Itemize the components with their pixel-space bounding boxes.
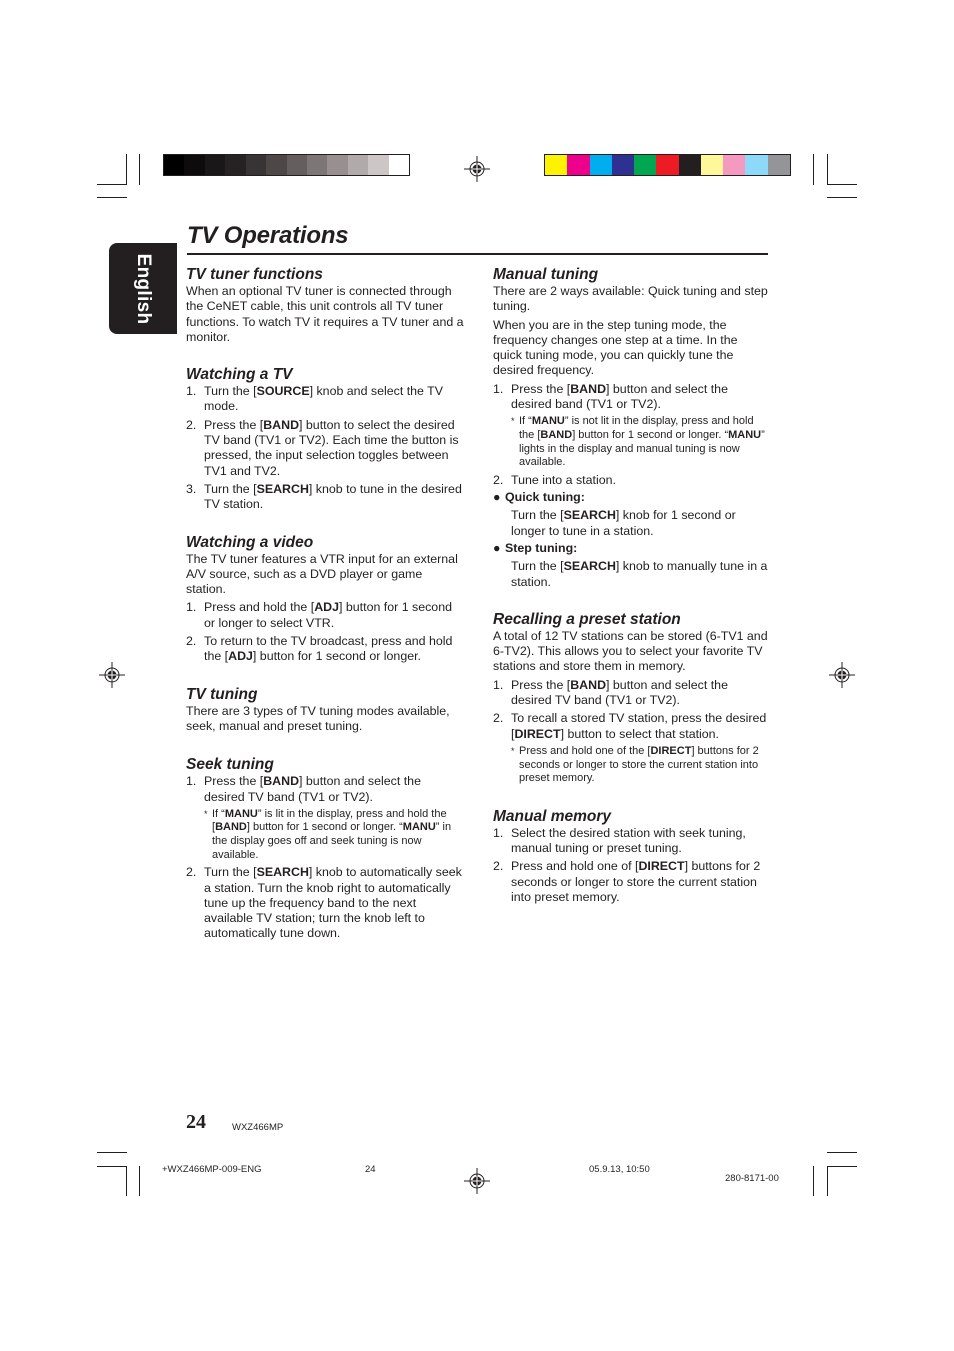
file-label: +WXZ466MP-009-ENG <box>162 1164 262 1175</box>
crop-mark <box>827 197 857 198</box>
color-swatch <box>768 155 790 175</box>
list-item: 1. Select the desired station with seek tuning, manual tuning or preset tuning. <box>493 825 746 855</box>
list-item: 2. Press and hold one of [DIRECT] buttons for 2 seconds or longer to store the current station into preset memory. <box>493 859 761 904</box>
list-item: 2. Tune into a station. <box>493 472 616 487</box>
section-heading: Recalling a preset station <box>493 610 681 628</box>
color-swatch <box>348 155 368 175</box>
section-heading: Manual memory <box>493 807 612 825</box>
crop-mark <box>827 1166 857 1167</box>
crop-mark <box>813 1166 814 1196</box>
registration-mark-icon <box>99 662 125 688</box>
paragraph: Turn the [SEARCH] knob for 1 second or longer to tune in a station. <box>511 508 736 538</box>
registration-mark-icon <box>464 156 490 182</box>
paragraph: When you are in the step tuning mode, the frequency changes one step at a time. In the quick tuning mode, you can quickly tune the desired frequency. <box>493 317 738 378</box>
crop-mark <box>97 1152 127 1153</box>
paragraph: There are 2 ways available: Quick tuning and step tuning. <box>493 284 768 314</box>
part-code: 280-8171-00 <box>725 1173 779 1184</box>
color-swatch <box>327 155 347 175</box>
color-swatch <box>225 155 245 175</box>
note: * If “MANU” is lit in the display, press and hold the [BAND] button for 1 second or longer. “MANU” in the display goes off and seek tuning is now available. <box>204 807 452 861</box>
color-swatch <box>545 155 567 175</box>
language-tab-label: English <box>133 253 154 324</box>
list-item: 2. To recall a stored TV station, press the desired [DIRECT] button to select that station. <box>493 711 767 741</box>
crop-mark <box>827 1152 857 1153</box>
paragraph: When an optional TV tuner is connected through the CeNET cable, this unit controls all TV tuner functions. To watch TV it requires a TV tuner and a monitor. <box>186 284 464 344</box>
color-swatch <box>307 155 327 175</box>
page-number: 24 <box>186 1111 206 1133</box>
timestamp: 05.9.13, 10:50 <box>589 1164 650 1175</box>
list-item: 1. Press and hold the [ADJ] button for 1 second or longer to select VTR. <box>186 600 452 630</box>
crop-mark <box>97 184 127 185</box>
color-swatch <box>745 155 767 175</box>
crop-mark <box>827 154 828 185</box>
registration-mark-icon <box>829 662 855 688</box>
crop-mark <box>97 197 127 198</box>
color-swatch <box>656 155 678 175</box>
crop-mark <box>827 184 857 185</box>
crop-mark <box>126 1166 127 1196</box>
left-column <box>186 266 464 942</box>
crop-mark <box>827 1166 828 1196</box>
crop-mark <box>139 154 140 185</box>
list-item: 2. Press the [BAND] button to select the desired TV band (TV1 or TV2). Each time the button is pressed, the input selection toggles between TV1 and TV2. <box>186 417 459 478</box>
color-swatch <box>634 155 656 175</box>
language-tab <box>109 243 177 334</box>
list-item: 1. Turn the [SOURCE] knob and select the TV mode. <box>186 384 443 414</box>
color-swatch <box>164 155 184 175</box>
title-rule <box>187 253 768 255</box>
registration-mark-icon <box>464 1168 490 1194</box>
list-item: 1. Press the [BAND] button and select the desired band (TV1 or TV2). <box>493 381 728 412</box>
section-heading: Watching a TV <box>186 366 293 384</box>
color-bar <box>544 154 791 176</box>
bullet-heading: ● Quick tuning: <box>493 490 585 505</box>
gray-scale-bar <box>163 154 410 176</box>
color-swatch <box>368 155 388 175</box>
note: * If “MANU” is not lit in the display, press and hold the [BAND] button for 1 second or longer. “MANU” lights in the display and manual tuning is now available. <box>511 415 765 469</box>
section-heading: Manual tuning <box>493 266 599 283</box>
list-item: 2. To return to the TV broadcast, press and hold the [ADJ] button for 1 second or longer. <box>186 634 453 664</box>
crop-mark <box>813 154 814 185</box>
color-swatch <box>205 155 225 175</box>
color-swatch <box>266 155 286 175</box>
list-item: 1. Press the [BAND] button and select the desired TV band (TV1 or TV2). <box>493 677 728 708</box>
bullet-heading: ● Step tuning: <box>493 540 578 555</box>
model-label: WXZ466MP <box>232 1122 284 1133</box>
color-swatch <box>184 155 204 175</box>
list-item: 1. Press the [BAND] button and select the desired TV band (TV1 or TV2). <box>186 774 421 804</box>
crop-mark <box>97 1166 127 1167</box>
color-swatch <box>612 155 634 175</box>
list-item: 2. Turn the [SEARCH] knob to automatically seek a station. Turn the knob right to automatically tune up the frequency band to the next available TV station; turn the knob left to automatically tune down. <box>186 865 462 941</box>
right-column <box>493 266 769 905</box>
slug-page-number: 24 <box>365 1164 376 1175</box>
section-heading: TV tuning <box>186 685 258 703</box>
color-swatch <box>590 155 612 175</box>
note: * Press and hold one of the [DIRECT] buttons for 2 seconds or longer to store the current station into preset memory. <box>511 744 759 785</box>
color-swatch <box>679 155 701 175</box>
crop-mark <box>126 154 127 185</box>
color-swatch <box>246 155 266 175</box>
section-heading: Seek tuning <box>186 756 274 774</box>
section-heading: Watching a video <box>186 533 314 551</box>
color-swatch <box>389 155 409 175</box>
color-swatch <box>701 155 723 175</box>
list-item: 3. Turn the [SEARCH] knob to tune in the desired TV station. <box>186 481 462 512</box>
section-heading: TV tuner functions <box>186 266 323 283</box>
crop-mark <box>139 1166 140 1196</box>
paragraph: A total of 12 TV stations can be stored (6-TV1 and 6-TV2). This allows you to select your favorite TV stations and store them in memory. <box>493 628 768 674</box>
page-title: TV Operations <box>187 222 349 249</box>
color-swatch <box>287 155 307 175</box>
color-swatch <box>723 155 745 175</box>
paragraph: The TV tuner features a VTR input for an external A/V source, such as a DVD player or game station. <box>186 551 458 597</box>
paragraph: There are 3 types of TV tuning modes available, seek, manual and preset tuning. <box>186 703 450 733</box>
paragraph: Turn the [SEARCH] knob to manually tune in a station. <box>511 559 768 589</box>
color-swatch <box>567 155 589 175</box>
